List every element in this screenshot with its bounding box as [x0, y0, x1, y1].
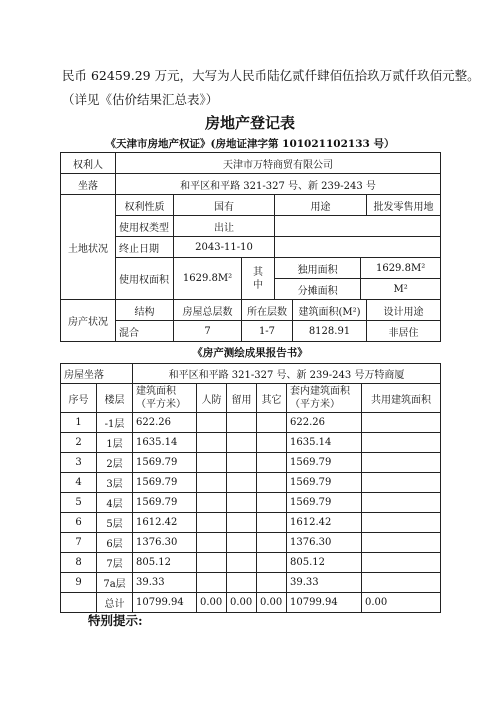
survey-location-value: 和平区和平路 321-327 号、新 239-243 号万特商厦: [133, 364, 441, 384]
inner-area-cell: 39.33: [287, 573, 362, 593]
inner-area-cell: 1612.42: [287, 513, 362, 533]
shared-area-cell: [362, 493, 441, 513]
floor-value: 1-7: [242, 321, 293, 342]
other-cell: [257, 433, 287, 453]
land-status-label: 土地状况: [61, 195, 116, 300]
civil-defense-cell: 0.00: [197, 593, 227, 613]
floor-cell: 4层: [97, 493, 133, 513]
survey-location-label: 房屋坐落: [61, 364, 133, 384]
other-cell: [257, 513, 287, 533]
right-type-row: [61, 216, 441, 237]
floor-label: 所在层数: [242, 300, 293, 321]
seq-cell: 3: [61, 453, 97, 473]
header-cell: 序号: [61, 384, 97, 413]
table-row: [61, 493, 441, 513]
area-label: 使用权面积: [116, 258, 174, 300]
reserved-cell: 0.00: [227, 593, 257, 613]
table-row: [61, 413, 441, 433]
reserved-cell: [227, 533, 257, 553]
shared-area-cell: 0.00: [362, 593, 441, 613]
table-row: [61, 433, 441, 453]
certificate-caption: 《天津市房地产权证》(房地证津字第 101021102133 号）: [105, 138, 395, 150]
survey-caption: 《房产测绘成果报告书》: [192, 347, 308, 359]
building-area-cell: 39.33: [133, 573, 197, 593]
reserved-cell: [227, 473, 257, 493]
table-row: [61, 533, 441, 553]
among-label-1: 其: [253, 266, 263, 278]
other-cell: [257, 413, 287, 433]
inner-area-cell: 1569.79: [287, 473, 362, 493]
design-use-value: 非居住: [367, 321, 441, 342]
table-row: [61, 453, 441, 473]
area-split-table: [275, 258, 440, 299]
inner-area-cell: 1635.14: [287, 433, 362, 453]
owner-value: 天津市万特商贸有限公司: [116, 153, 441, 174]
shared-area-cell: [362, 553, 441, 573]
seq-cell: 9: [61, 573, 97, 593]
owner-row: [61, 153, 441, 174]
seq-cell: 5: [61, 493, 97, 513]
table-row: [61, 573, 441, 593]
floor-cell: -1层: [97, 413, 133, 433]
floor-cell: 2层: [97, 453, 133, 473]
house-value-row: [61, 321, 441, 342]
structure-label: 结构: [116, 300, 174, 321]
among-label-2: 中: [253, 279, 263, 291]
valuation-amount-text: 民币 62459.29 万元，大写为人民币陆亿贰仟肆佰伍拾玖万贰仟玖佰元整。: [62, 68, 480, 83]
shared-area-cell: [362, 533, 441, 553]
shared-label: 分摊面积: [275, 279, 361, 300]
end-date-blank: [275, 237, 441, 258]
inner-area-cell: 1569.79: [287, 453, 362, 473]
seq-cell: 1: [61, 413, 97, 433]
civil-defense-cell: [197, 453, 227, 473]
civil-defense-cell: [197, 533, 227, 553]
survey-location-row: [61, 364, 441, 384]
inner-area-cell: 805.12: [287, 553, 362, 573]
reserved-cell: [227, 453, 257, 473]
among-label: [242, 258, 275, 300]
shared-area-cell: [362, 573, 441, 593]
floor-cell: 7a层: [97, 573, 133, 593]
exclusive-label: 独用面积: [275, 258, 361, 279]
area-value: 1629.8M²: [174, 258, 242, 300]
use-label: 用途: [275, 195, 367, 216]
structure-value: 混合: [116, 321, 174, 342]
reserved-cell: [227, 573, 257, 593]
survey-header-row: [61, 384, 441, 413]
reserved-cell: [227, 433, 257, 453]
header-cell: 楼层: [97, 384, 133, 413]
reserved-cell: [227, 493, 257, 513]
shared-area-cell: [362, 413, 441, 433]
shared-area-cell: [362, 513, 441, 533]
total-row: [61, 593, 441, 613]
table-row: [61, 553, 441, 573]
area-row: [61, 258, 441, 300]
floor-cell: 3层: [97, 473, 133, 493]
floors-total-label: 房屋总层数: [174, 300, 242, 321]
registry-table: [60, 152, 441, 342]
floor-cell: 6层: [97, 533, 133, 553]
civil-defense-cell: [197, 433, 227, 453]
use-value: 批发零售用地: [367, 195, 441, 216]
location-value: 和平区和平路 321-327 号、新 239-243 号: [116, 174, 441, 195]
civil-defense-cell: [197, 553, 227, 573]
building-area-cell: 1612.42: [133, 513, 197, 533]
shared-area-cell: [362, 473, 441, 493]
design-use-label: 设计用途: [367, 300, 441, 321]
nature-value: 国有: [174, 195, 275, 216]
house-status-label: 房产状况: [61, 300, 116, 342]
owner-label: 权利人: [61, 153, 116, 174]
nature-label: 权利性质: [116, 195, 174, 216]
inner-area-cell: 1376.30: [287, 533, 362, 553]
end-date-row: [61, 237, 441, 258]
civil-defense-cell: [197, 413, 227, 433]
right-type-value: 出让: [174, 216, 275, 237]
building-area-cell: 805.12: [133, 553, 197, 573]
location-label: 坐落: [61, 174, 116, 195]
shared-area-cell: [362, 433, 441, 453]
other-cell: [257, 473, 287, 493]
building-area-cell: 1569.79: [133, 453, 197, 473]
floor-cell: 总计: [97, 593, 133, 613]
building-area-value: 8128.91: [293, 321, 367, 342]
shared-value: M²: [361, 279, 440, 300]
survey-table: [60, 363, 441, 613]
reserved-cell: [227, 413, 257, 433]
seq-cell: 8: [61, 553, 97, 573]
table-row: [61, 513, 441, 533]
civil-defense-cell: [197, 513, 227, 533]
seq-cell: 2: [61, 433, 97, 453]
floor-cell: 1层: [97, 433, 133, 453]
building-area-cell: 622.26: [133, 413, 197, 433]
other-cell: [257, 453, 287, 473]
land-nature-row: [61, 195, 441, 216]
house-header-row: [61, 300, 441, 321]
reserved-cell: [227, 553, 257, 573]
right-type-blank: [275, 216, 441, 237]
civil-defense-cell: [197, 493, 227, 513]
inner-area-cell: 10799.94: [287, 593, 362, 613]
floor-cell: 5层: [97, 513, 133, 533]
building-area-cell: 1635.14: [133, 433, 197, 453]
civil-defense-cell: [197, 573, 227, 593]
inner-area-cell: 622.26: [287, 413, 362, 433]
special-note: 特别提示:: [88, 613, 143, 628]
other-cell: [257, 533, 287, 553]
exclusive-value: 1629.8M²: [361, 258, 440, 279]
location-row: [61, 174, 441, 195]
building-area-cell: 1569.79: [133, 493, 197, 513]
floors-total-value: 7: [174, 321, 242, 342]
end-date-value: 2043-11-10: [174, 237, 275, 258]
header-cell: 套内建筑面积（平方米）: [287, 384, 362, 413]
shared-area-cell: [362, 453, 441, 473]
floor-cell: 7层: [97, 553, 133, 573]
other-cell: [257, 493, 287, 513]
building-area-cell: 10799.94: [133, 593, 197, 613]
seq-cell: 6: [61, 513, 97, 533]
building-area-label: 建筑面积(M²): [293, 300, 367, 321]
inner-area-cell: 1569.79: [287, 493, 362, 513]
end-date-label: 终止日期: [116, 237, 174, 258]
survey-body: [61, 413, 441, 613]
header-cell: 留用: [227, 384, 257, 413]
seq-cell: 7: [61, 533, 97, 553]
summary-reference-text: （详见《估价结果汇总表》）: [62, 92, 219, 107]
header-cell: 建筑面积（平方米）: [133, 384, 197, 413]
area-split-cell: [275, 258, 441, 300]
other-cell: [257, 573, 287, 593]
header-cell: 共用建筑面积: [362, 384, 441, 413]
reserved-cell: [227, 513, 257, 533]
header-cell: 人防: [197, 384, 227, 413]
right-type-label: 使用权类型: [116, 216, 174, 237]
header-cell: 其它: [257, 384, 287, 413]
other-cell: [257, 553, 287, 573]
table-row: [61, 473, 441, 493]
seq-cell: [61, 593, 97, 613]
other-cell: 0.00: [257, 593, 287, 613]
building-area-cell: 1376.30: [133, 533, 197, 553]
page-title: 房地产登记表: [204, 114, 295, 132]
civil-defense-cell: [197, 473, 227, 493]
building-area-cell: 1569.79: [133, 473, 197, 493]
seq-cell: 4: [61, 473, 97, 493]
